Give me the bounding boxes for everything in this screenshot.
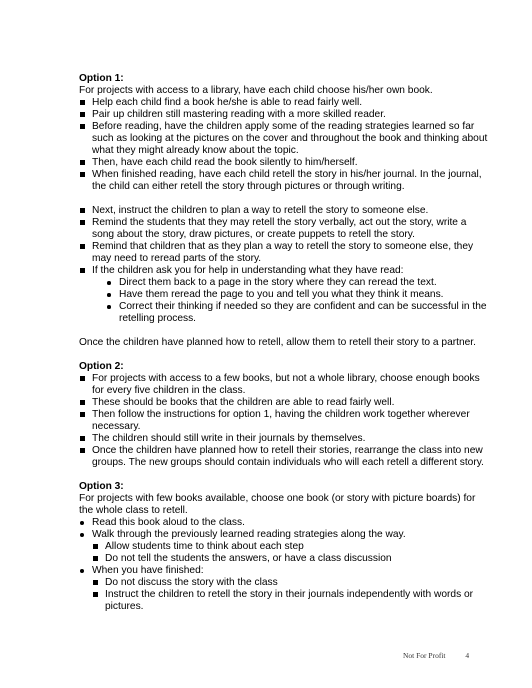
list-item: Then, have each child read the book silently to him/herself. bbox=[79, 157, 491, 169]
option3-bullet-list bbox=[79, 517, 491, 541]
list-item: Remind the students that they may retell the story verbally, act out the story, write a song about the story, draw pictures, or create puppets to retell the story. bbox=[79, 217, 491, 241]
option2-bullet-list bbox=[79, 373, 491, 469]
option1-bullet-list-b bbox=[79, 205, 491, 277]
option3-bullet-list-cont bbox=[79, 565, 491, 577]
list-item: Correct their thinking if needed so they are confident and can be successful in the retelling process. bbox=[106, 301, 491, 325]
list-item: If the children ask you for help in understanding what they have read: bbox=[79, 265, 491, 277]
page-content bbox=[79, 73, 491, 613]
option1-bullet-list-a bbox=[79, 97, 491, 193]
option2-heading: Option 2: bbox=[79, 361, 124, 372]
list-item: When you have finished: bbox=[79, 565, 491, 577]
list-item: Do not tell the students the answers, or have a class discussion bbox=[92, 553, 491, 565]
list-item: These should be books that the children are able to read fairly well. bbox=[79, 397, 491, 409]
page-footer bbox=[403, 651, 469, 660]
option1-closing: Once the children have planned how to retell, allow them to retell their story to a partner. bbox=[79, 337, 476, 348]
list-item: Once the children have planned how to retell their stories, rearrange the class into new groups. The new groups should contain individuals who will each retell a different story. bbox=[79, 445, 491, 469]
page-number: 4 bbox=[465, 651, 470, 660]
list-item: Walk through the previously learned reading strategies along the way. bbox=[79, 529, 491, 541]
list-item: Before reading, have the children apply some of the reading strategies learned so far such as looking at the pictures on the cover and throughout the book and thinking about what they might already know about the topic. bbox=[79, 121, 491, 157]
list-item: Help each child find a book he/she is able to read fairly well. bbox=[79, 97, 491, 109]
option3-sub-bullet-list-2 bbox=[92, 577, 491, 613]
footer-text: Not For Profit bbox=[403, 651, 446, 660]
list-item: For projects with access to a few books, but not a whole library, choose enough books for every five children in the class. bbox=[79, 373, 491, 397]
list-item: Remind that children that as they plan a way to retell the story to someone else, they may need to reread parts of the story. bbox=[79, 241, 491, 265]
list-item: Then follow the instructions for option 1, having the children work together wherever necessary. bbox=[79, 409, 491, 433]
list-item: Allow students time to think about each step bbox=[92, 541, 491, 553]
option3-sub-bullet-list bbox=[92, 541, 491, 565]
list-item: Next, instruct the children to plan a way to retell the story to someone else. bbox=[79, 205, 491, 217]
list-item: Do not discuss the story with the class bbox=[92, 577, 491, 589]
list-item: When finished reading, have each child retell the story in his/her journal. In the journal, the child can either retell the story through pictures or through writing. bbox=[79, 169, 491, 193]
list-item: The children should still write in their journals by themselves. bbox=[79, 433, 491, 445]
list-item: Have them reread the page to you and tell you what they think it means. bbox=[106, 289, 491, 301]
option1-intro: For projects with access to a library, have each child choose his/her own book. bbox=[79, 85, 433, 96]
list-item: Direct them back to a page in the story where they can reread the text. bbox=[106, 277, 491, 289]
list-item: Pair up children still mastering reading with a more skilled reader. bbox=[79, 109, 491, 121]
option3-intro: For projects with few books available, choose one book (or story with picture boards) for the whole class to retell. bbox=[79, 493, 476, 516]
list-item: Instruct the children to retell the story in their journals independently with words or pictures. bbox=[92, 589, 491, 613]
list-item: Read this book aloud to the class. bbox=[79, 517, 491, 529]
option1-heading: Option 1: bbox=[79, 73, 124, 84]
option3-heading: Option 3: bbox=[79, 481, 124, 492]
option1-sub-bullet-list bbox=[106, 277, 491, 325]
